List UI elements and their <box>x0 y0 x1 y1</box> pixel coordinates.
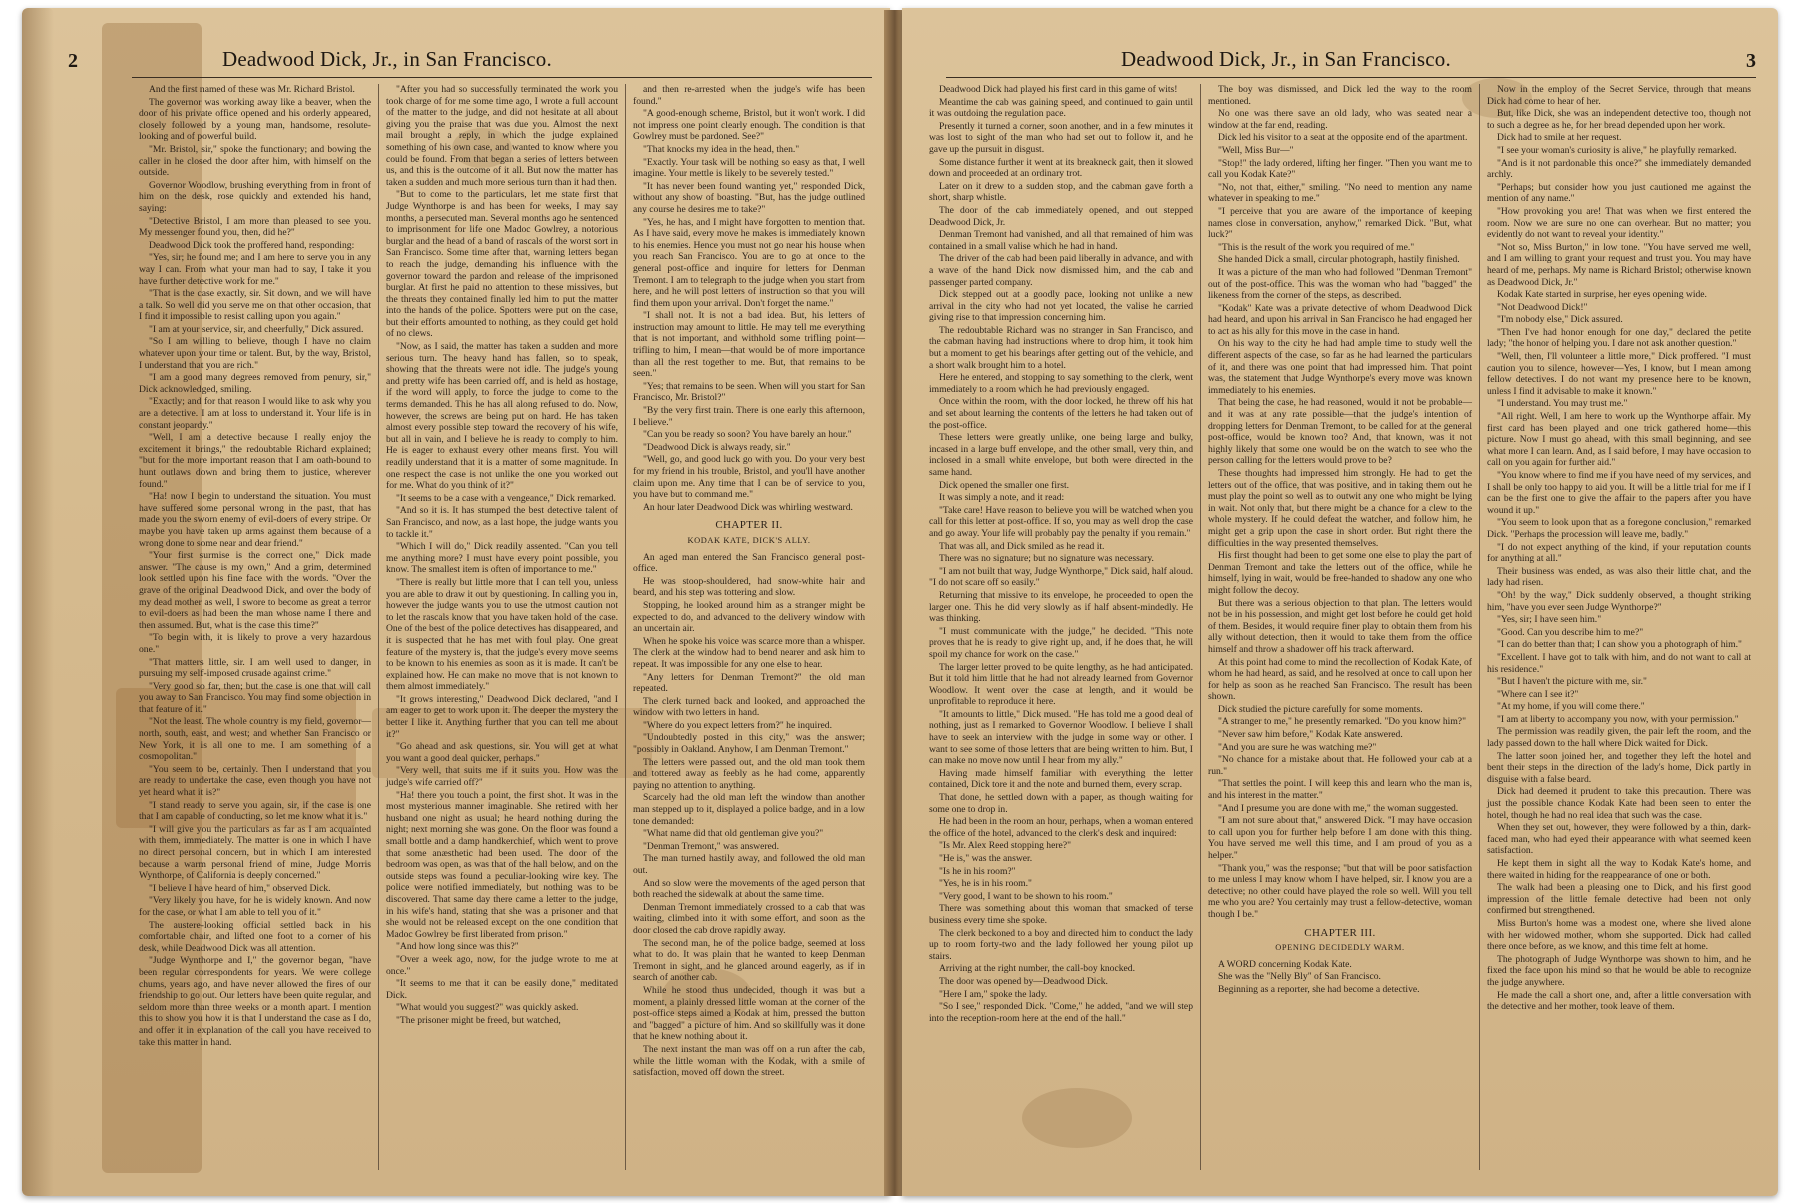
article-paragraph: "He is," was the answer. <box>939 853 1033 864</box>
article-paragraph: The walk had been a pleasing one to Dick, and his first good impression of the little female detective had been not only confirmed but strengthened. <box>1487 882 1751 917</box>
article-paragraph: "Undoubtedly posted in this city," was the answer; "possibly in Oakland. Anyhow, I am Denman Tremont." <box>633 732 865 756</box>
column-3 <box>1479 84 1758 1170</box>
article-paragraph: Dick stepped out at a goodly pace, looking not unlike a new arrival in the city who had not yet located, the valise he carried giving rise to that impression concerning him. <box>929 289 1193 324</box>
page-edge-wear <box>22 8 54 1196</box>
article-paragraph: "Good. Can you describe him to me?" <box>1497 626 1644 638</box>
article-paragraph: "Stop!" the lady ordered, lifting her finger. "Then you want me to call you Kodak Kate?" <box>1208 157 1472 181</box>
article-paragraph: "Go ahead and ask questions, sir. You will get at what you want a good deal quicker, perhaps." <box>386 741 618 764</box>
running-head-title: Deadwood Dick, Jr., in San Francisco. <box>222 47 552 71</box>
article-paragraph: And so slow were the movements of the aged person that both reached the sidewalk at about the same time. <box>633 877 865 901</box>
article-paragraph: An aged man entered the San Francisco general post-office. <box>633 551 865 575</box>
article-paragraph: Arriving at the right number, the call-boy knocked. <box>939 963 1135 975</box>
article-paragraph: "What would you suggest?" was quickly asked. <box>396 1002 579 1014</box>
article-paragraph: "And how long since was this?" <box>396 941 519 953</box>
article-paragraph: "Well, I am a detective because I really enjoy the excitement it brings," the redoubtable Richard explained; "but for the more important reason that I am oath-bound to hunt outlaws down and bring them to justice, wherever found." <box>139 432 371 490</box>
article-paragraph: Their business was ended, as was also their little chat, and the lady had risen. <box>1487 565 1751 589</box>
column-1 <box>922 84 1200 1170</box>
article-paragraph: Deadwood Dick had played his first card in this game of wits! <box>939 84 1178 95</box>
article-paragraph: "I am not sure about that," answered Dick. "I may have occasion to call upon you for further help before I am done with this thing. You have served me well this time, and I am proud of you as a helper." <box>1208 815 1472 861</box>
article-paragraph: Denman Tremont immediately crossed to a cab that was waiting, climbed into it with some effort, and soon as the door closed the cab drove rapidly away. <box>633 901 865 936</box>
article-paragraph: That done, he settled down with a paper, as though waiting for some one to drop in. <box>929 792 1193 815</box>
article-paragraph: "That settles the point. I will keep this and learn who the man is, and his interest in the matter." <box>1208 778 1472 802</box>
article-paragraph: "All right. Well, I am here to work up the Wynthorpe affair. My first card has been played and one trick gathered home—this picture. Now I must go ahead, with this small beginning, and see what more I can learn. And, as I said before, I may have occasion to call on you again for further aid." <box>1487 411 1751 469</box>
article-paragraph: "Oh! by the way," Dick suddenly observed, a thought striking him, "have you ever seen Judge Wynthorpe?" <box>1487 589 1751 613</box>
article-paragraph: "Perhaps; but consider how you just cautioned me against the mention of any name." <box>1487 181 1751 205</box>
article-paragraph: The clerk beckoned to a boy and directed him to conduct the lady up to room forty-two and the lady followed her young pilot up stairs. <box>929 927 1193 962</box>
article-paragraph: The redoubtable Richard was no stranger in San Francisco, and the cabman having had instructions where to drop him, it took him but a moment to get his bearings after getting out of the vehicle, and a short walk brought him to a hotel. <box>929 324 1193 371</box>
article-paragraph: "Kodak" Kate was a private detective of whom Deadwood Dick had heard, and upon his arrival in San Francisco he had engaged her to act as his ally for this move in the case in hand. <box>1208 302 1472 337</box>
article-paragraph: "Never saw him before," Kodak Kate answered. <box>1218 729 1403 741</box>
article-paragraph: "Yes, he has, and I might have forgotten to mention that. As I have said, every move he makes is immediately known to his enemies. Hence you must not go near his house when you reach San Francisco. You are to go at once to the general post-office and inquire for letters for Denman Tremont. I am to telegraph to the judge when you start from here, and he will post letters of instruction so that you will find them upon your arrival. Don't forget the name." <box>633 216 865 309</box>
article-paragraph: He had been in the room an hour, perhaps, when a woman entered the office of the hotel, advanced to the clerk's desk and inquired: <box>929 816 1193 839</box>
article-paragraph: "Where do you expect letters from?" he inquired. <box>643 719 832 731</box>
article-paragraph: "That knocks my idea in the head, then." <box>643 143 800 155</box>
article-paragraph: "Excellent. I have got to talk with him, and do not want to call at his residence." <box>1487 651 1751 675</box>
article-paragraph: A WORD concerning Kodak Kate. <box>1218 958 1352 970</box>
article-paragraph: "Is Mr. Alex Reed stopping here?" <box>939 840 1071 852</box>
article-paragraph: "Deadwood Dick is always ready, sir." <box>643 441 791 453</box>
article-paragraph: No one was there save an old lady, who was seated near a window at the far end, reading. <box>1208 108 1472 131</box>
article-paragraph: "But to come to the particulars, let me state first that Judge Wynthorpe is and has been for weeks, I may say months, a persecuted man. Several months ago he sentenced to imprisonment for life one Madoc Gowlrey, a notorious burglar and the head of a band of rascals of the worst sort in San Francisco. Some time after that, warning letters began to reach the judge, demanding his influence with the governor toward the pardon and release of the imprisoned burglar. At first he paid no attention to these missives, but the threats they contained finally led him to put the matter into the hands of the police. Spotters were put on the case, but their efforts amounted to nothing, as they could get hold of no clews. <box>386 189 618 340</box>
article-paragraph: There was something about this woman that smacked of terse business every time she spoke. <box>929 903 1193 926</box>
article-paragraph: While he stood thus undecided, though it was but a moment, a plainly dressed little woman at the corner of the post-office steps aimed a Kodak at him, pressed the button and "bagged" a picture of him. And so skillfully was it done that he knew nothing about it. <box>633 984 865 1043</box>
article-paragraph: "Thank you," was the response; "but that will be poor satisfaction to me unless I may know whom I have helped, sir. I know you are a detective; no other could have played the role so well. Will you tell me who you are? You certainly may trust a fellow-detective, woman though I be." <box>1208 862 1472 920</box>
article-paragraph: Denman Tremont had vanished, and all that remained of him was contained in a small valise which he had in hand. <box>929 229 1193 252</box>
article-paragraph: "After you had so successfully terminated the work you took charge of for me some time ago, I wrote a full account of the matter to the judge, and did not hesitate at all about giving you the praise that was due you. Almost the next mail brought a reply, in which the judge explained something of his own case, and wanted to know where you could be found. From that began a series of letters between us, and this is the outcome of it all. But now the matter has taken a sudden and much more serious turn than it had then. <box>386 84 618 188</box>
article-paragraph: "The prisoner might be freed, but watched, <box>396 1014 561 1026</box>
article-paragraph: "Which I will do," Dick readily assented. "Can you tell me anything more? I must have every point possible, you know. The smallest item is often of importance to me." <box>386 541 618 576</box>
article-paragraph: An hour later Deadwood Dick was whirling westward. <box>643 501 853 513</box>
article-paragraph: Dick led his visitor to a seat at the opposite end of the apartment. <box>1218 132 1468 144</box>
article-paragraph: "To begin with, it is likely to prove a very hazardous one." <box>139 632 371 655</box>
article-paragraph: That being the case, he had reasoned, would it not be probable—and it was at any rate possible—that the judge's intention of dropping letters for Denman Tremont, to be called for at the general post-office, would be known too? And, that known, was it not highly likely that some one would be on the watch to see who the person calling for the letters would prove to be? <box>1208 397 1472 467</box>
article-paragraph: The door was opened by—Deadwood Dick. <box>939 975 1108 987</box>
article-paragraph: "I must communicate with the judge," he decided. "This note proves that he is ready to give right up, and, if he does that, he will spoil my chance for work on the case." <box>929 625 1193 660</box>
article-paragraph: The letters were passed out, and the old man took them and tottered away as feebly as he had come, apparently paying no attention to anything. <box>633 756 865 791</box>
article-paragraph: Some distance further it went at its breakneck gait, then it slowed down and proceeded at an ordinary trot. <box>929 156 1193 180</box>
article-paragraph: Deadwood Dick took the proffered hand, responding: <box>149 239 355 251</box>
article-paragraph: The governor was working away like a beaver, when the door of his private office opened and his orderly appeared, closely followed by a young man, handsome, resolute-looking and of powerful build. <box>139 96 371 143</box>
article-paragraph: "It grows interesting," Deadwood Dick declared, "and I am eager to get to work upon it. The deeper the mystery the better I like it. Anything further that you can tell me about it?" <box>386 693 618 740</box>
chapter-subtitle: OPENING DECIDEDLY WARM. <box>1275 943 1405 953</box>
column-2 <box>1200 84 1479 1170</box>
article-paragraph: It was simply a note, and it read: <box>939 492 1065 504</box>
article-paragraph: "Well, then, I'll volunteer a little more," Dick proffered. "I must caution you to silence, however—Yes, I know, but I mean among fellow detectives. I do not want my presence here to be known, unless I find it advisable to make it known." <box>1487 351 1751 397</box>
article-paragraph: "Any letters for Denman Tremont?" the old man repeated. <box>633 671 865 695</box>
article-paragraph: The boy was dismissed, and Dick led the way to the room mentioned. <box>1208 84 1472 107</box>
article-paragraph: "Can you be ready so soon? You have barely an hour." <box>643 429 852 441</box>
article-paragraph: There was no signature; but no signature was necessary. <box>939 553 1154 565</box>
article-paragraph: "Ha! now I begin to understand the situation. You must have suffered some personal wrong in the past, that has made you the sworn enemy of evil-doers of every stripe. Or maybe you have taken up arms against them because of a wrong done to some near and dear friend." <box>139 491 371 549</box>
running-head-title: Deadwood Dick, Jr., in San Francisco. <box>1121 47 1451 71</box>
article-paragraph: These letters were greatly unlike, one being large and bulky, incased in a large buff envelope, and the other small, very thin, and inclosed in a small white envelope, but both were directed in the same hand. <box>929 432 1193 478</box>
article-paragraph: The permission was readily given, the pair left the room, and the lady passed down to the hall where Dick waited for Dick. <box>1487 726 1751 750</box>
article-paragraph: Here he entered, and stopping to say something to the clerk, went immediately to a room which he had previously engaged. <box>929 372 1193 395</box>
article-paragraph: And the first named of these was Mr. Richard Bristol. <box>149 84 355 95</box>
article-paragraph: "Very good, I want to be shown to his room." <box>939 890 1113 902</box>
article-paragraph: Once within the room, with the door locked, he threw off his hat and set about learning the contents of the letters he had taken out of the post-office. <box>929 396 1193 431</box>
article-paragraph: "Here I am," spoke the lady. <box>939 988 1048 1000</box>
column-3 <box>625 84 872 1170</box>
chapter-subtitle: KODAK KATE, DICK'S ALLY. <box>687 535 811 545</box>
article-paragraph: "You seem to be, certainly. Then I understand that you are ready to undertake the case, even though you have not yet heard what it is?" <box>139 763 371 799</box>
article-paragraph: At this point had come to mind the recollection of Kodak Kate, of whom he had heard, as said, and he resolved at once to call upon her for help as soon as he reached San Francisco. The result has been shown. <box>1208 656 1472 703</box>
article-paragraph: "Yes; that remains to be seen. When will you start for San Francisco, Mr. Bristol?" <box>633 380 865 404</box>
article-paragraph: When he spoke his voice was scarce more than a whisper. The clerk at the window had to bend nearer and ask him to repeat. It was impossible for any one else to hear. <box>633 635 865 670</box>
article-paragraph: Having made himself familiar with everything the letter contained, Dick tore it and the note and burned them, every scrap. <box>929 767 1193 791</box>
article-paragraph: Returning that missive to its envelope, he proceeded to open the larger one. This he did very slowly as if half absent-mindedly. He was thinking. <box>929 589 1193 625</box>
article-paragraph: The austere-looking official settled back in his comfortable chair, and lifted one foot to a corner of his desk, while Deadwood Dick was all attention. <box>139 919 371 954</box>
article-paragraph: "Very likely you have, for he is widely known. And now for the case, or what I am able to tell you of it." <box>139 895 371 918</box>
article-paragraph: Miss Burton's home was a modest one, where she lived alone with her widowed mother, whom she supported. Dick had called there once before, as we know, and this time felt at home. <box>1487 917 1751 953</box>
article-paragraph: Later on it drew to a sudden stop, and the cabman gave forth a short, sharp whistle. <box>929 180 1193 204</box>
article-paragraph: Dick had to smile at her request. <box>1497 132 1622 144</box>
article-paragraph: "A stranger to me," he presently remarked. "Do you know him?" <box>1218 716 1466 728</box>
article-paragraph: "Exactly. Your task will be nothing so easy as that, I well imagine. Your mettle is likely to be severely tested." <box>633 156 865 180</box>
article-paragraph: When they set out, however, they were followed by a thin, dark-faced man, who had eyed their appearance with what seemed keen satisfaction. <box>1487 822 1751 857</box>
column-1 <box>132 84 378 1170</box>
chapter-heading: CHAPTER II. <box>715 519 783 532</box>
article-paragraph: "And I presume you are done with me," the woman suggested. <box>1218 802 1459 814</box>
article-paragraph: It was a picture of the man who had followed "Denman Tremont" out of the post-office. This was the woman who had "bagged" the likeness from the corner of the steps, as described. <box>1208 266 1472 302</box>
article-paragraph: "By the very first train. There is one early this afternoon, I believe." <box>633 405 865 428</box>
article-paragraph: "Exactly; and for that reason I would like to ask why you are a detective. I am at loss to understand it. Your life is in constant jeopardy." <box>139 396 371 431</box>
article-paragraph: "Not the least. The whole country is my field, governor—north, south, east, and west; and whether San Francisco or New York, it is all one to me. I am something of a cosmopolitan." <box>139 716 371 763</box>
article-paragraph: The second man, he of the police badge, seemed at loss what to do. It was plain that he wanted to keep Denman Tremont in sight, and he glanced around eagerly, as if in search of another cab. <box>633 937 865 984</box>
article-paragraph: Dick studied the picture carefully for some moments. <box>1218 703 1423 715</box>
article-paragraph: The photograph of Judge Wynthorpe was shown to him, and he fixed the face upon his mind so that he would be able to recognize the judge anywhere. <box>1487 953 1751 988</box>
chapter-heading: CHAPTER III. <box>1304 926 1376 939</box>
article-paragraph: "I am at your service, sir, and cheerfully," Dick assured. <box>149 323 364 335</box>
text-columns <box>132 84 872 1170</box>
article-paragraph: "Where can I see it?" <box>1497 688 1579 700</box>
article-paragraph: "At my home, if you will come there." <box>1497 701 1645 713</box>
column-2 <box>378 84 625 1170</box>
article-paragraph: "And is it not pardonable this once?" she immediately demanded archly. <box>1487 157 1751 181</box>
article-paragraph: "So I see," responded Dick. "Come," he added, "and we will step into the reception-room here at the end of the hall." <box>929 1001 1193 1024</box>
article-paragraph: On his way to the city he had had ample time to study well the different aspects of the case, so far as he had learned the particulars of it, and there was one point that had impressed him. That point was, the statement that Judge Wynthorpe's every move was known immediately to his enemies. <box>1208 338 1472 396</box>
article-paragraph: Kodak Kate started in surprise, her eyes opening wide. <box>1497 289 1707 301</box>
article-paragraph: "Not so, Miss Burton," in low tone. "You have served me well, and I am willing to grant your request and trust you. You may have heard of me, perhaps. My name is Richard Bristol; otherwise known as Deadwood Dick, Jr." <box>1487 241 1751 288</box>
article-paragraph: "No, not that, either," smiling. "No need to mention any name whatever in speaking to me." <box>1208 181 1472 205</box>
article-paragraph: Now in the employ of the Secret Service, through that means Dick had come to hear of her. <box>1487 84 1751 107</box>
article-paragraph: "It has never been found wanting yet," responded Dick, without any show of boasting. "But, has the judge outlined any course he desires me to take?" <box>633 180 865 215</box>
article-paragraph: "A good-enough scheme, Bristol, but it won't work. I did not impress one point clearly enough. The condition is that Gowlrey must be pardoned. See?" <box>633 108 865 143</box>
article-paragraph: She handed Dick a small, circular photograph, hastily finished. <box>1218 254 1460 266</box>
article-paragraph: He kept them in sight all the way to Kodak Kate's home, and there waited in hiding for the reappearance of one or both. <box>1487 858 1751 881</box>
running-header <box>946 38 1756 78</box>
article-paragraph: Dick opened the smaller one first. <box>939 479 1070 491</box>
article-paragraph: "I perceive that you are aware of the importance of keeping names close in conversation, anyhow," remarked Dick. "But, what luck?" <box>1208 205 1472 241</box>
article-paragraph: "I am a good many degrees removed from penury, sir," Dick acknowledged, smiling. <box>139 372 371 395</box>
article-paragraph: "This is the result of the work you required of me." <box>1218 241 1415 253</box>
article-paragraph: "Detective Bristol, I am more than pleased to see you. My messenger found you, then, did he?" <box>139 215 371 239</box>
article-paragraph: That was all, and Dick smiled as he read it. <box>939 540 1105 552</box>
page-number: 3 <box>1746 50 1756 72</box>
article-paragraph: and then re-arrested when the judge's wife has been found." <box>633 84 865 107</box>
article-paragraph: "You seem to look upon that as a foregone conclusion," remarked Dick. "Perhaps the procession will leave me, badly." <box>1487 517 1751 540</box>
article-paragraph: The driver of the cab had been paid liberally in advance, and with a wave of the hand Dick now dismissed him, and the cab and passenger parted company. <box>929 253 1193 288</box>
article-paragraph: "But I haven't the picture with me, sir." <box>1497 676 1647 688</box>
article-paragraph: But, like Dick, she was an independent detective too, though not to such a degree as he, for her bread depended upon her work. <box>1487 108 1751 131</box>
article-paragraph: But there was a serious objection to that plan. The letters would not be in his possession, and might get lost before he could get hold of them. Besides, it would require finer play to obtain them from his ally without detection, then it would to take them from the office himself and throw a shadower off his track afterward. <box>1208 597 1472 655</box>
article-paragraph: The door of the cab immediately opened, and out stepped Deadwood Dick, Jr. <box>929 204 1193 228</box>
article-paragraph: "Now, as I said, the matter has taken a sudden and more serious turn. The heavy hand has fallen, so to speak, showing that the threats were not idle. The judge's young and pretty wife has been carried off, and is held as hostage, if the word will apply, to force the judge to come to the terms demanded. This he has all along refused to do. Now, however, the screws are being put on hard. He has taken almost every possible step toward the recovery of his wife, but all in vain, and I believe he is ready to comply to him. He is eager to exhaust every other means first. You will readily understand that it is a matter of some magnitude. In one respect the case is not unlike the one you worked out for me. What do you think of it?" <box>386 341 618 492</box>
article-paragraph: "I am at liberty to accompany you now, with your permission." <box>1497 713 1739 725</box>
article-paragraph: "Denman Tremont," was answered. <box>643 840 779 852</box>
article-paragraph: Meantime the cab was gaining speed, and continued to gain until it was outdoing the regulation pace. <box>929 96 1193 120</box>
article-paragraph: "Take care! Have reason to believe you will be watched when you call for this letter at post-office. If so, you may as well drop the case and go away. Your life will probably pay the penalty if you remain." <box>929 504 1193 539</box>
article-paragraph: The larger letter proved to be quite lengthy, as he had anticipated. But it told him little that he had not already learned from Governor Woodlow. It went over the case at length, and it would be unprofitable to reproduce it here. <box>929 661 1193 708</box>
article-paragraph: He made the call a short one, and, after a little conversation with the detective and her mother, took leave of them. <box>1487 989 1751 1013</box>
article-paragraph: "I stand ready to serve you again, sir, if the case is one that I am capable of conducting, so let me know what it is." <box>139 799 371 823</box>
article-paragraph: "I'm nobody else," Dick assured. <box>1497 314 1623 326</box>
article-paragraph: Beginning as a reporter, she had become a detective. <box>1218 983 1420 995</box>
article-paragraph: "It seems to me that it can be easily done," meditated Dick. <box>386 978 618 1001</box>
article-paragraph: "Your first surmise is the correct one," Dick made answer. "The cause is my own," And a grim, determined look settled upon his fine face with the words. "Over the grave of the original Deadwood Dick, and over the body of my dead mother as well, I swore to become as great a terror to evil-doers as had been the man whose name I there and then assumed. But, what is the case this time?" <box>139 550 371 631</box>
article-paragraph: "It seems to be a case with a vengeance," Dick remarked. <box>396 492 616 504</box>
article-paragraph: "You know where to find me if you have need of my services, and I shall be only too happy to aid you. It will be a little trial for me if I can be the first one to give the affair to the papers after you have wound it up." <box>1487 470 1751 516</box>
article-paragraph: The next instant the man was off on a run after the cab, while the little woman with the Kodak, with a smile of satisfaction, moved off down the street. <box>633 1043 865 1079</box>
article-paragraph: "It amounts to little," Dick mused. "He has told me a good deal of nothing, just as I remarked to Governor Woodlow. I believe I shall have to seek an interview with the judge in some way or other. I want to see some of those letters that are being written to him. But, I can make no move now until I hear from my ally." <box>929 708 1193 767</box>
running-header <box>68 38 872 78</box>
article-paragraph: "And so it is. It has stumped the best detective talent of San Francisco, and now, as a last hope, the judge wants you to tackle it." <box>386 505 618 540</box>
article-paragraph: "That is the case exactly, sir. Sit down, and we will have a talk. So well did you serve me on that other occasion, that I find it impossible to resist calling upon you again." <box>139 288 371 323</box>
article-paragraph: "I will give you the particulars as far as I am acquainted with them, immediately. The matter is one in which I have no direct personal concern, but in which I am interested because a warm personal friend of mine, Judge Morris Wynthorpe, of California is deeply concerned." <box>139 823 371 882</box>
article-paragraph: "Is he in his room?" <box>939 865 1016 877</box>
article-paragraph: The latter soon joined her, and together they left the hotel and bent their steps in the direction of the lady's home, Dick partly in disguise with a false beard. <box>1487 750 1751 785</box>
article-paragraph: "I shall not. It is not a bad idea. But, his letters of instruction may amount to little. He may tell me everything that is not important, and withhold some trifling point—trifling to him, I mean—that would be of more importance than all the rest together to me. But, that remains to be seen." <box>633 310 865 380</box>
article-paragraph: Stopping, he looked around him as a stranger might be expected to do, and advanced to the delivery window with an uncertain air. <box>633 599 865 635</box>
article-paragraph: "That matters little, sir. I am well used to danger, in pursuing my self-imposed crusade against crime." <box>139 656 371 680</box>
article-paragraph: "I do not expect anything of the kind, if your reputation counts for anything at all." <box>1487 541 1751 565</box>
article-paragraph: These thoughts had impressed him strongly. He had to get the letters out of the office, that was positive, and in taking them out he must play the point so well as to outwit any one who might be lying in wait. Not only that, but there might be a chance for a clew to the whole mystery. If he could defeat the watcher, and follow him, he might get a grip upon the case in short order. But right there the difficulties in the way presented themselves. <box>1208 468 1472 549</box>
article-paragraph: He was stoop-shouldered, had snow-white hair and beard, and his step was tottering and slow. <box>633 575 865 599</box>
article-paragraph: "How provoking you are! That was when we first entered the room. Now we are sure no one can overhear. But no matter; you evidently do not want to reveal your identity." <box>1487 205 1751 241</box>
article-paragraph: "Very well, that suits me if it suits you. How was the judge's wife carried off?" <box>386 765 618 789</box>
article-paragraph: "Yes, he is in his room." <box>939 878 1032 890</box>
page-number: 2 <box>68 50 78 72</box>
article-paragraph: His first thought had been to get some one else to play the part of Denman Tremont and take the letters out of the office, while he himself, lying in wait, would be free-handed to shadow any one who might follow the decoy. <box>1208 550 1472 596</box>
article-paragraph: Scarcely had the old man left the window than another man stepped up to it, displayed a police badge, and in a low tone demanded: <box>633 792 865 827</box>
article-paragraph: "And you are sure he was watching me?" <box>1218 741 1377 753</box>
article-paragraph: "What name did that old gentleman give you?" <box>643 828 824 840</box>
article-paragraph: "Then I've had honor enough for one day," declared the petite lady; "the honor of helping you. I dare not ask another question." <box>1487 326 1751 350</box>
article-paragraph: "There is really but little more that I can tell you, unless you are able to draw it out by questioning. In calling you in, however the judge wants you to use the utmost caution not to let the rascals know that you have taken hold of the case. One of the best of the police detectives has disappeared, and it is suspected that he has met with foul play. One great feature of the mystery is, that the judge's every move seems to be known to his enemies as soon as it is made. It can't be explained how. He can make no move that is not known to them almost immediately." <box>386 576 618 693</box>
article-paragraph: The man turned hastily away, and followed the old man out. <box>633 853 865 876</box>
article-paragraph: "Mr. Bristol, sir," spoke the functionary; and bowing the caller in he closed the door after him, with himself on the outside. <box>139 143 371 179</box>
article-paragraph: "Well, go, and good luck go with you. Do your very best for my friend in his trouble, Bristol, and you'll have another claim upon me. Any time that I can be of service to you, you have but to command me." <box>633 454 865 501</box>
article-paragraph: "I can do better than that; I can show you a photograph of him." <box>1497 639 1742 651</box>
article-paragraph: Governor Woodlow, brushing everything from in front of him on the desk, rose quickly and extended his hand, saying: <box>139 179 371 214</box>
article-paragraph: "Well, Miss Bur—" <box>1218 144 1294 156</box>
article-paragraph: "I am not built that way, Judge Wynthorpe," Dick said, half aloud. "I do not scare off so easily." <box>929 565 1193 589</box>
article-paragraph: "Over a week ago, now, for the judge wrote to me at once." <box>386 953 618 977</box>
article-paragraph: "I see your woman's curiosity is alive," he playfully remarked. <box>1497 144 1737 156</box>
article-paragraph: "Yes, sir; he found me; and I am here to serve you in any way I can. From what your man had to say, I take it you have further detective work for me." <box>139 252 371 287</box>
article-paragraph: "I understand. You may trust me." <box>1497 398 1628 410</box>
article-paragraph: "Yes, sir; I have seen him." <box>1497 614 1602 626</box>
article-paragraph: "No chance for a mistake about that. He followed your cab at a run." <box>1208 754 1472 777</box>
article-paragraph: "Not Deadwood Dick!" <box>1497 301 1588 313</box>
article-paragraph: "So I am willing to believe, though I have no claim whatever upon your time or talent. But, by the way, Bristol, I understand that you are rich." <box>139 336 371 371</box>
article-paragraph: "I believe I have heard of him," observed Dick. <box>149 882 331 894</box>
article-paragraph: Presently it turned a corner, soon another, and in a few minutes it was lost to sight of the man who had set out to follow it, and he gave up the pursuit in disgust. <box>929 120 1193 155</box>
text-columns <box>922 84 1758 1170</box>
left-page <box>22 8 890 1196</box>
article-paragraph: "Ha! there you touch a point, the first shot. It was in the most mysterious manner imaginable. She retired with her husband one night as usual; he heard nothing during the night; next morning she was gone. On the floor was found a small bottle and a damp handkerchief, which went to prove that some anæsthetic had been used. The door of the bedroom was open, as was that of the hall below, and on the outside steps was found a peculiar-looking wire key. The police were notified immediately, but nothing was to be discovered. That same day there came a letter to the judge, in his wife's hand, stating that she was a prisoner and that she would not be released except on the one condition that Madoc Gowlrey be first liberated from prison." <box>386 789 618 940</box>
article-paragraph: She was the "Nelly Bly" of San Francisco. <box>1218 971 1381 983</box>
article-paragraph: Dick had deemed it prudent to take this precaution. There was just the possible chance Kodak Kate had been seen to enter the hotel, though he had no real idea that such was the case. <box>1487 786 1751 821</box>
right-page <box>902 8 1778 1196</box>
article-paragraph: "Very good so far, then; but the case is one that will call you away to San Francisco. You may find some objection in that feature of it." <box>139 680 371 715</box>
article-paragraph: "Judge Wynthorpe and I," the governor began, "have been regular correspondents for years. We were college chums, years ago, and have never allowed the fires of our friendship to go out. Our letters have been quite regular, and seldom more than three weeks or a month apart. I mention this to show you how it is that I understand the case as I do, and offer it in explanation of the call you have received to take this matter in hand. <box>139 955 371 1048</box>
article-paragraph: The clerk turned back and looked, and approached the window with two letters in hand. <box>633 695 865 719</box>
